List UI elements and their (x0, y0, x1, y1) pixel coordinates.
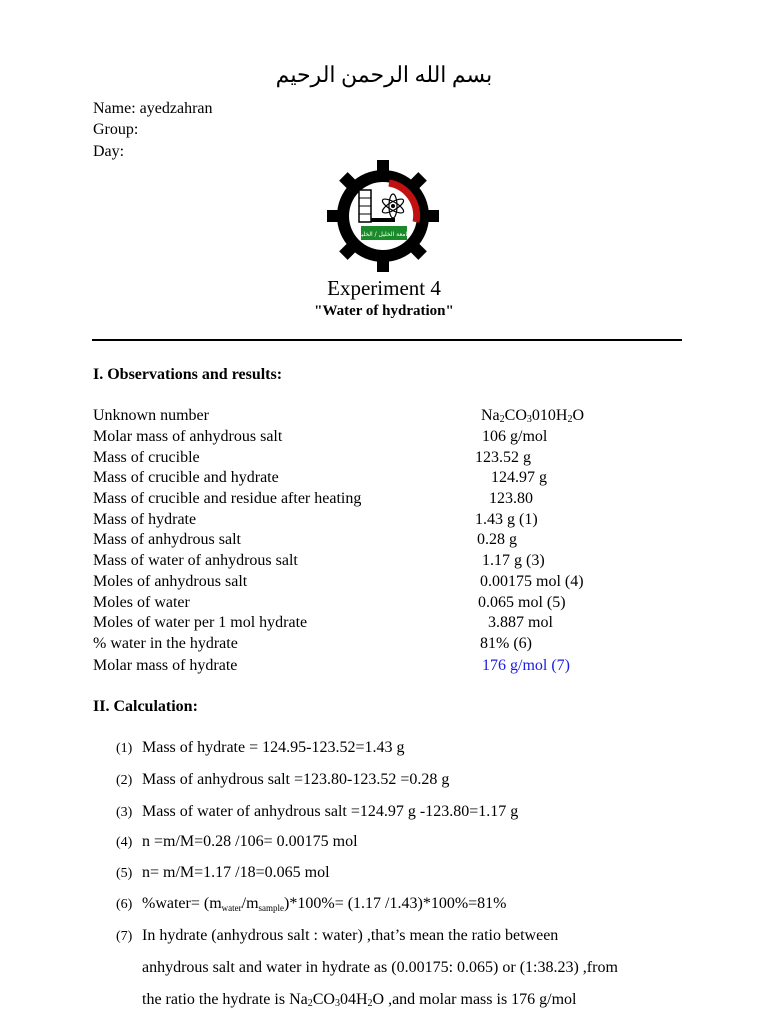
obs-row (93, 571, 693, 592)
obs-label: Mass of crucible and residue after heating (93, 490, 362, 507)
obs-value: 0.065 mol (5) (478, 594, 566, 611)
obs-row (93, 405, 693, 426)
experiment-subtitle: "Water of hydration" (314, 303, 454, 319)
calc-subscript: sample (258, 903, 285, 913)
obs-row (93, 529, 693, 550)
obs-label: Mass of water of anhydrous salt (93, 552, 298, 569)
obs-value: 3.887 mol (488, 614, 553, 631)
day-label: Day: (93, 143, 125, 160)
obs-row (93, 488, 693, 509)
calc-text-part: )*100%= (1.17 /1.43)*100%=81% (284, 895, 507, 912)
calc-text: n= m/M=1.17 /18=0.065 mol (142, 864, 330, 881)
calc-number: (4) (116, 835, 133, 850)
obs-label: Mass of hydrate (93, 511, 197, 528)
obs-value: 124.97 g (491, 469, 547, 486)
experiment-title: Experiment 4 (327, 276, 441, 300)
calc-text: Mass of hydrate = 124.95-123.52=1.43 g (142, 739, 405, 756)
calc-item (116, 831, 358, 853)
obs-label: Mass of anhydrous salt (93, 531, 241, 548)
calc-item (116, 737, 404, 759)
calc-number: (6) (116, 897, 133, 912)
calc-number: (3) (116, 805, 133, 820)
obs-label: Moles of anhydrous salt (93, 573, 248, 590)
calc-text: Mass of water of anhydrous salt =124.97 g -123.80=1.17 g (142, 803, 519, 820)
obs-value: 106 g/mol (482, 428, 548, 445)
calc-text: Mass of anhydrous salt =123.80-123.52 =0.28 g (142, 771, 450, 788)
calc-text: n =m/M=0.28 /106= 0.00175 mol (142, 833, 358, 850)
obs-value: 81% (6) (480, 635, 532, 652)
calc-number: (7) (116, 929, 133, 944)
horizontal-rule (92, 339, 682, 341)
basmala: بسم الله الرحمن الرحيم (275, 62, 493, 87)
obs-row (93, 426, 693, 447)
calc-text-part: %water= (m (142, 895, 222, 912)
obs-row (93, 550, 693, 571)
obs-row (93, 509, 693, 530)
name-label: Name: (93, 100, 136, 117)
obs-row (93, 655, 693, 676)
obs-label: Unknown number (93, 407, 209, 424)
obs-value-highlight: 176 g/mol (7) (482, 657, 570, 674)
obs-value: 0.00175 mol (4) (480, 573, 584, 590)
observations-heading: I. Observations and results: (93, 366, 283, 383)
obs-value: 123.52 g (475, 449, 531, 466)
calc-item-continuation: anhydrous salt and water in hydrate as (0.00175: 0.065) or (1:38.23) ,from (142, 959, 618, 976)
obs-row (93, 633, 693, 654)
calc-text: In hydrate (anhydrous salt : water) ,that’s mean the ratio between (142, 927, 559, 944)
calc-number: (1) (116, 741, 133, 756)
university-seal-logo (327, 160, 439, 272)
obs-value: 123.80 (489, 490, 533, 507)
calc-item (116, 925, 558, 947)
group-label: Group: (93, 121, 139, 138)
obs-row (93, 467, 693, 488)
obs-value: 1.17 g (3) (482, 552, 545, 569)
obs-value: 0.28 g (477, 531, 517, 548)
obs-row (93, 447, 693, 468)
obs-label: Moles of water (93, 594, 190, 611)
calculation-heading: II. Calculation: (93, 698, 198, 715)
calc-subscript: water (221, 903, 242, 913)
obs-value: 1.43 g (1) (475, 511, 538, 528)
calc-item (116, 801, 518, 823)
seal-text: جامعة الخليل / الخليل (356, 231, 412, 238)
obs-label: Mass of crucible (93, 449, 200, 466)
obs-label: Molar mass of hydrate (93, 657, 238, 674)
calc-item (116, 893, 507, 915)
name-line (93, 98, 213, 119)
obs-label: % water in the hydrate (93, 635, 238, 652)
obs-row (93, 612, 693, 633)
calc-number: (2) (116, 773, 133, 788)
calc-number: (5) (116, 866, 133, 881)
calc-text-part: /m (241, 895, 259, 912)
obs-label: Molar mass of anhydrous salt (93, 428, 283, 445)
calc-item (116, 769, 449, 791)
obs-label: Mass of crucible and hydrate (93, 469, 279, 486)
unknown-formula: $Na_2CO_3010H_2O$ (481, 407, 585, 425)
name-value: ayedzahran (139, 100, 213, 117)
obs-row (93, 592, 693, 613)
obs-label: Moles of water per 1 mol hydrate (93, 614, 308, 631)
calc-item (116, 862, 330, 884)
calc-item-continuation: the ratio the hydrate is $Na_2CO_304H_2O$ ,and molar mass is 176 g/mol (142, 991, 577, 1009)
